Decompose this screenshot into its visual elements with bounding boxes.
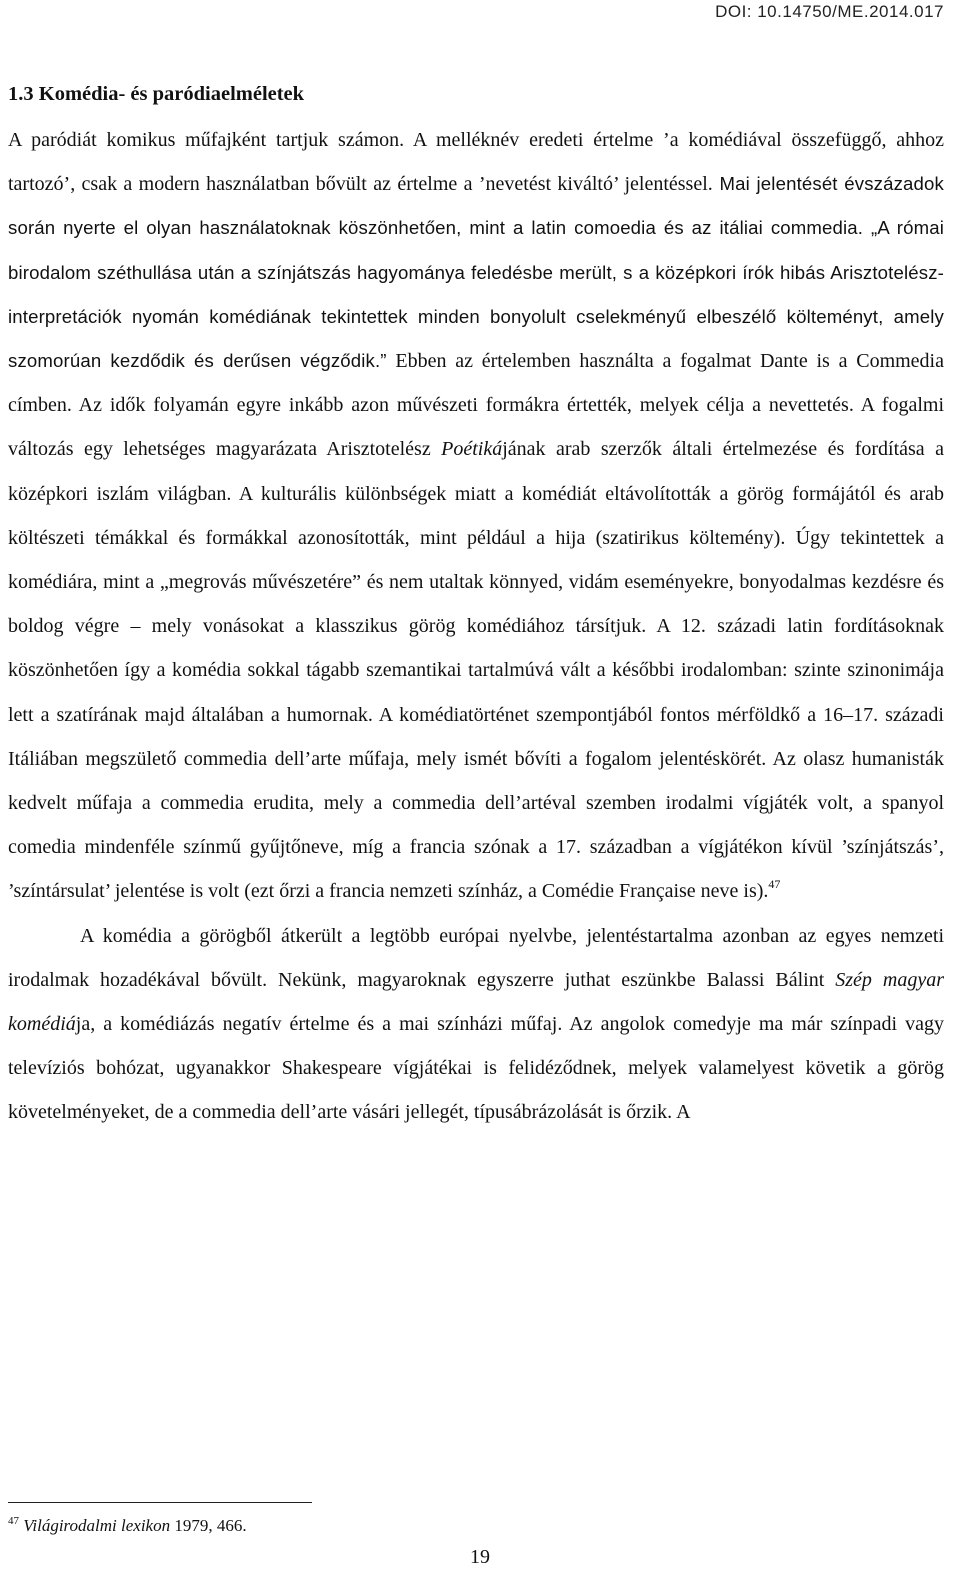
poetika-italic: Poétiká: [441, 438, 503, 461]
section-heading: 1.3 Komédia- és paródiaelméletek: [8, 83, 305, 105]
footnote-number: 47: [8, 1515, 19, 1527]
doi-header: DOI: 10.14750/ME.2014.017: [715, 2, 944, 21]
paragraph-2-text-a: A komédia a görögből átkerült a legtöbb európai nyelvbe, jelentéstartalma azonban az egyes nemzeti irodalmak hozadékával bővült. Nekünk, magyaroknak egyszerre juthat eszünkbe Balassi Bálint: [8, 924, 944, 991]
footnote-title: Világirodalmi lexikon: [23, 1516, 171, 1535]
footnote-rest: 1979, 466.: [170, 1516, 247, 1535]
paragraph-1: [8, 118, 944, 914]
paragraph-1-text-e: A fogalmi változás egy lehetséges magyarázata Arisztotelész: [8, 394, 945, 461]
paragraph-1-text-a: A paródiát komikus műfajként tartjuk számon. A melléknév eredeti értelme ’a komédiával összefüggő, ahhoz tartozó’, csak a modern használatban bővült az értelme a ’nevetést kiváltó’ jelentéssel.: [8, 129, 944, 196]
szep-magyar-komedia-italic: Szép magyar komédiá: [8, 968, 945, 1036]
paragraph-2-text-b: ja, a komédiázás negatív értelme és a mai színházi műfaj. Az angolok comedyje ma már színpadi vagy televíziós bohózat, ugyanakkor Shakespeare vígjátékai is felidéződnek, melyek valamelyest követik a görög követelményeket, de a commedia dell’arte vásári jellegét, típusábrázolását is őrzik. A: [8, 1013, 944, 1124]
page-number: 19: [470, 1546, 490, 1568]
footnote-divider: [8, 1502, 312, 1503]
paragraph-2: [8, 914, 944, 1135]
document-page: [8, 74, 944, 1135]
footnote-ref-47[interactable]: 47: [768, 877, 781, 892]
paragraph-1-text-b: Mai jelentését évszázadok során nyerte el olyan használatoknak köszönhetően, mint a latin comoedia és az itáliai commedia. „A római birodalom széthullása után a színjátszás hagyománya feledésbe merült, s a középkori írók hibás Arisztotelész-interpretációk nyomán komédiának tekintettek minden bonyolult cselekményű elbeszélő költeményt, amely szomorúan kezdődik és derűsen végződik.”: [8, 173, 944, 372]
paragraph-1-text-c: Ebben az értelemben használta a fogalmat Dante is a Commedia címben.: [8, 350, 944, 417]
footnote-47: [8, 1514, 247, 1538]
paragraph-1-text-d: Az idők folyamán egyre inkább azon művészeti formákra értették, melyek célja a nevettetés.: [71, 394, 854, 417]
paragraph-1-text-f: jának arab szerzők általi értelmezése és fordítása a középkori iszlám világban. A kulturális különbségek miatt a komédiát eltávolították a görög formájától és arab költészeti témákkal és formákkal azonosították, mint például a hija (szatirikus költemény). Úgy tekintettek a komédiára, mint a „megrovás művészetére” és nem utaltak könnyed, vidám eseményekre, bonyodalmas kezdésre és boldog végre – mely vonásokat a klasszikus görög komédiához társítjuk. A 12. századi latin fordításoknak köszönhetően így a komédia sokkal tágabb szemantikai tartalmúvá vált a későbbi irodalomban: szinte szinonimája lett a szatírának majd általában a humornak. A komédiatörténet szempontjából fontos mérföldkő a 16–17. századi Itáliában megszülető commedia dell’arte műfaja, mely ismét bővíti a fogalom jelentéskörét. Az olasz humanisták kedvelt műfaja a commedia erudita, mely a commedia dell’artéval szemben irodalmi vígjáték volt, a spanyol comedia mindenféle színmű gyűjtőneve, míg a francia szónak a 17. században a vígjátékon kívül ’színjátszás’, ’színtársulat’ jelentése is volt (ezt őrzi a francia nemzeti színház, a Comédie Française neve is).: [8, 438, 944, 903]
